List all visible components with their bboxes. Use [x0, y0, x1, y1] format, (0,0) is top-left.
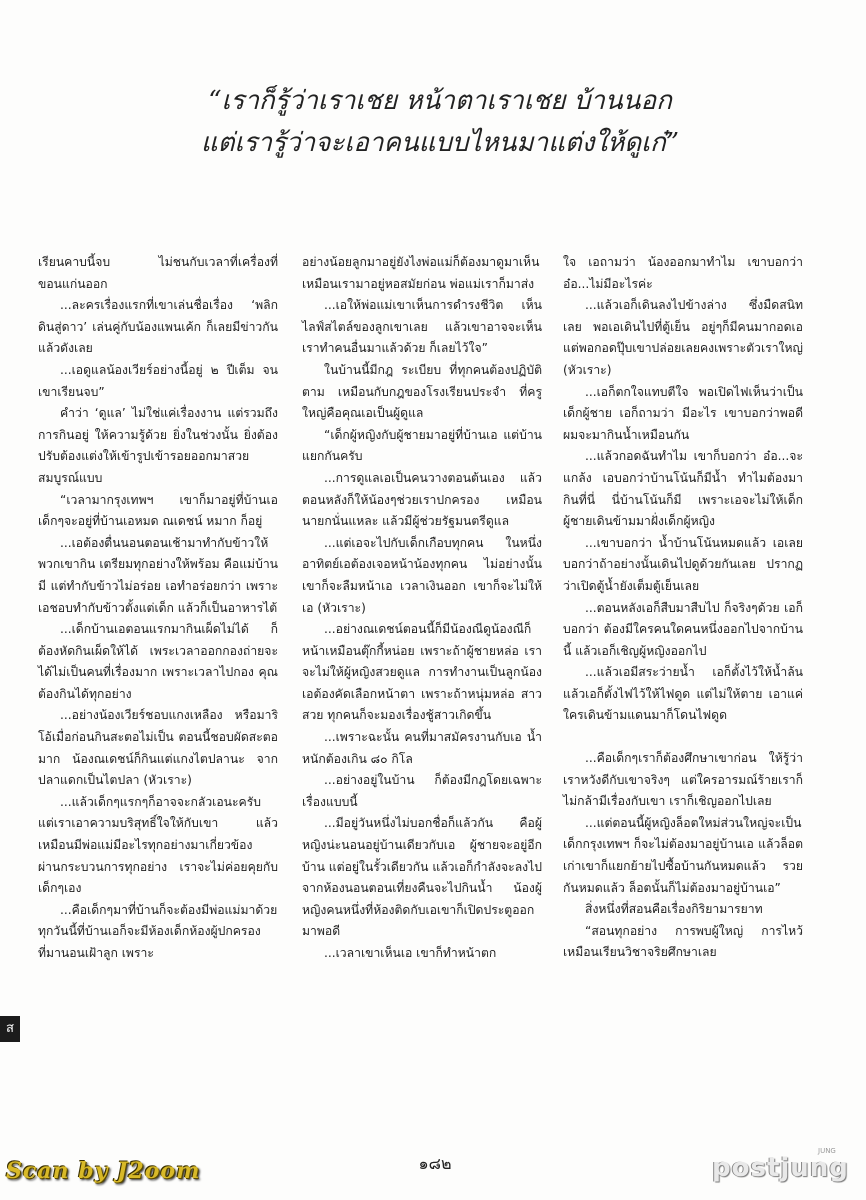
paragraph: ...การดูแลเอเป็นคนวางตอนต้นเอง แล้วตอนหลังก็ให้น้องๆช่วยเราปกครอง เหมือนนายกนั่นแหละ แล้วมีผู้ช่วยรัฐมนตรีดูแล: [302, 470, 542, 529]
paragraph: ...แล้วกอดฉันทำไม เขาก็บอกว่า อ๋อ...จะแกล้ง เอบอกว่าบ้านโน้นก็มีน้ำ ทำไมต้องมากินที่นี่ นี่บ้านโน้นก็มี เพราะเอจะไม่ให้เด็กผู้ชายเดินข้ามมาฝั่งเด็กผู้หญิง: [563, 449, 803, 529]
paragraph: ...มีอยู่วันหนึ่งไม่บอกชื่อก็แล้วกัน คือผู้หญิงน่ะนอนอยู่บ้านเดียวกับเอ ผู้ชายจะอยู่อีกบ้าน แต่อยู่ในรั้วเดียวกัน แล้วเอก็กำลังจะลงไปจากห้องนอนตอนเที่ยงคืนจะไปกินน้ำ น้องผู้หญิงคนหนึ่งที่ห้องติดกับเอเขาก็เปิดประตูออกมาพอดี: [302, 816, 542, 939]
paragraph: ...อย่างอยู่ในบ้าน ก็ต้องมีกฎโดยเฉพาะเรื่องแบบนี้: [302, 773, 542, 809]
pull-quote: [140, 80, 740, 164]
paragraph: ...คือเด็กๆเราก็ต้องศึกษาเขาก่อน ให้รู้ว่าเราหวังดีกับเขาจริงๆ แต่ใครอารมณ์ร้ายเราก็ไม่กล้ามีเรื่องกับเขา เราก็เชิญออกไปเลย: [563, 751, 803, 809]
paragraph: ...อย่างณเดชน์ตอนนี้ก็มีน้องณีดูน้องณีก็หน้าเหมือนตุ๊กกี้หน่อย เพราะถ้าผู้ชายหล่อ เราจะไม่ให้ผู้หญิงสวยดูแล การทำงานเป็นลูกน้องเอต้องคัดเลือกหน้าตา เพราะถ้าหนุ่มหล่อ สาวสวย ทุกคนก็จะมองเรื่องชู้สาวเกิดขึ้น: [302, 622, 542, 723]
paragraph: “สอนทุกอย่าง การพบผู้ใหญ่ การไหว้ เหมือนเรียนวิชาจริยศึกษาเลย: [563, 923, 803, 960]
text-column-2: [302, 252, 542, 965]
site-logo-watermark: postjung: [712, 1153, 849, 1183]
paragraph: ...เอต้องตื่นนอนตอนเช้ามาทำกับข้าวให้พวกเขากิน เตรียมทุกอย่างให้พร้อม คือแม่บ้านมี แต่ทำกับข้าวไม่อร่อย เอทำอร่อยกว่า เพราะเอชอบทำกับข้าวตั้งแต่เด็ก แล้วก็เป็นอาหารไต้: [38, 535, 278, 615]
paragraph: ...เพราะฉะนั้น คนที่มาสมัครงานกับเอ น้ำหนักต้องเกิน ๘๐ กิโล: [302, 730, 542, 766]
paragraph: ...เด็กบ้านเอตอนแรกมากินเผ็ดไม่ได้ ก็ต้องหัดกินเผ็ดให้ได้ เพระเวลาออกกองถ่ายจะได้ไม่เป็นคนที่เรื่องมาก เพราะเวลาไปกอง คุณต้องกินได้ทุกอย่าง: [38, 622, 278, 701]
paragraph: ...แต่ตอนนี้ผู้หญิงล็อตใหม่ส่วนใหญ่จะเป็นเด็กกรุงเทพฯ ก็จะไม่ต้องมาอยู่บ้านเอ แล้วล็อตเก่าเขาก็แยกย้ายไปซื้อบ้านกันหมดแล้ว รวยกันหมดแล้ว ล็อตนั้นก็ไม่ต้องมาอยู่บ้านเอ”: [563, 815, 803, 895]
paragraph: ...เอก็ตกใจแทบตีใจ พอเปิดไฟเห็นว่าเป็นเด็กผู้ชาย เอก็ถามว่า มีอะไร เขาบอกว่าพอดีผมจะมากินน้ำเหมือนกัน: [563, 384, 803, 442]
paragraph: “เด็กผู้หญิงกับผู้ชายมาอยู่ที่บ้านเอ แต่บ้านแยกกันครับ: [302, 427, 542, 464]
paragraph: ...ละครเรื่องแรกที่เขาเล่นชื่อเรื่อง ‘พลิกดินสู่ดาว’ เล่นคู่กับน้องแพนเค้ก ก็เลยมีข่าวกัน แล้วดังเลย: [38, 298, 278, 356]
paragraph: เรียนคาบนี้จบ ไม่ชนกับเวลาที่เครื่องที่ขอนแก่นออก: [38, 255, 278, 291]
paragraph: ...เอดูแลน้องเวียร์อย่างนี้อยู่ ๒ ปีเต็ม จนเขาเรียนจบ”: [38, 362, 278, 399]
pull-quote-line-2: แต่เรารู้ว่าจะเอาคนแบบไหนมาแต่งให้ดูเก๋”: [200, 128, 680, 158]
paragraph: สิ่งหนึ่งที่สอนคือเรื่องกิริยามารยาท: [585, 902, 763, 917]
text-column-1: [38, 252, 278, 965]
site-logo-small: JUNG: [818, 1147, 836, 1155]
paragraph: ...เวลาเขาเห็นเอ เขาก็ทำหน้าตก: [324, 946, 497, 960]
paragraph: ...แล้วเอมีสระว่ายน้ำ เอก็ตั้งไว้ให้น้ำล้นแล้วเอก็ตั้งไฟไว้ให้ไฟดูด แต่ไม่ให้ตาย เอาแค่ใครเดินข้ามแดนมาก็โดนไฟดูด: [563, 665, 803, 723]
paragraph: ...คือเด็กๆมาที่บ้านก็จะต้องมีพ่อแม่มาด้วย ทุกวันนี้ที่บ้านเอก็จะมีห้องเด็กห้องผู้ปกครองที่มานอนเฝ้าลูก เพราะ: [38, 902, 278, 960]
paragraph: ...แต่เอจะไปกับเด็กเกือบทุกคน ในหนึ่งอาทิตย์เอต้องเจอหน้าน้องทุกคน ไม่อย่างนั้นเขาก็จะลืมหน้าเอ เวลาเงินออก เขาก็จะไม่ให้เอ (หัวเราะ): [302, 535, 542, 615]
paragraph: ...แล้วเอก็เดินลงไปข้างล่าง ซึ่งมืดสนิทเลย พอเอเดินไปที่ตู้เย็น อยู่ๆก็มีคนมากอดเอ แต่พอกอดปุ๊บเขาปล่อยเลยคงเพราะตัวเราใหญ่ (หัวเราะ): [563, 298, 803, 377]
paragraph: ในบ้านนี้มีกฎ ระเบียบ ที่ทุกคนต้องปฏิบัติตาม เหมือนกับกฎของโรงเรียนประจำ ที่ครูใหญ่คือคุณเอเป็นผู้ดูแล: [302, 362, 542, 421]
pull-quote-line-1: “เราก็รู้ว่าเราเชย หน้าตาเราเชย บ้านนอก: [208, 86, 672, 116]
section-tab: ส: [0, 1016, 20, 1042]
page-number: ๑๘๒: [418, 1154, 452, 1173]
paragraph: อย่างน้อยลูกมาอยู่ยังไงพ่อแม่ก็ต้องมาดูมาเห็น เหมือนเรามาอยู่หอสมัยก่อน พ่อแม่เราก็มาส่ง: [302, 255, 540, 291]
paragraph: คำว่า ‘ดูแล’ ไม่ใช่แค่เรื่องงาน แต่รวมถึงการกินอยู่ ให้ความรู้ด้วย ยิ่งในช่วงนั้น ยิ่งต้องปรับต้องแต่งให้เข้ารูปเข้ารอยออกมาสวยสมบูรณ์แบบ: [38, 406, 278, 485]
paragraph: ...ตอนหลังเอก็สืบมาสืบไป ก็จริงๆด้วย เอก็บอกว่า ต้องมีใครคนใดคนหนึ่งออกไปจากบ้านนี้ แล้วเอก็เชิญผู้หญิงออกไป: [563, 600, 803, 658]
paragraph: “เวลามากรุงเทพฯ เขาก็มาอยู่ที่บ้านเอ เด็กๆจะอยู่ที่บ้านเอหมด ณเดชน์ หมาก ก็อยู่: [38, 492, 278, 529]
paragraph: ...เอให้พ่อแม่เขาเห็นการดำรงชีวิต เห็นไลฟ์สไตล์ของลูกเขาเลย แล้วเขาอาจจะเห็นเราทำคนอื่นมาแล้วด้วย ก็เลยไว้ใจ”: [302, 298, 542, 356]
scan-credit-watermark: Scan by J2oom: [6, 1158, 201, 1184]
paragraph: ...อย่างน้องเวียร์ชอบแกงเหลือง หรือมาริโอ้เมื่อก่อนกินสะตอไม่เป็น ตอนนี้ชอบผัดสะตอมาก น้องณเดชน์ก็กินแต่แกงไตปลานะ จากปลาแดกเป็นไตปลา (หัวเราะ): [38, 708, 278, 788]
paragraph: ใจ เอถามว่า น้องออกมาทำไม เขาบอกว่า อ๋อ...ไม่มีอะไรค่ะ: [563, 255, 803, 291]
paragraph: ...เขาบอกว่า น้ำบ้านโน้นหมดแล้ว เอเลยบอกว่าถ้าอย่างนั้นเดินไปดูด้วยกันเลย ปรากฏว่าเปิดตู้น้ำยังเต็มตู้เย็นเลย: [563, 535, 803, 593]
paragraph: ...แล้วเด็กๆแรกๆก็อาจจะกลัวเอนะครับ แต่เราเอาความบริสุทธิ์ใจให้กับเขา แล้วเหมือนมีพ่อแม่มีอะไรทุกอย่างมาเกี่ยวข้อง ผ่านกระบวนการทุกอย่าง เราจะไม่ค่อยคุยกับเด็กๆเอง: [38, 794, 278, 896]
text-column-3: [563, 252, 803, 964]
